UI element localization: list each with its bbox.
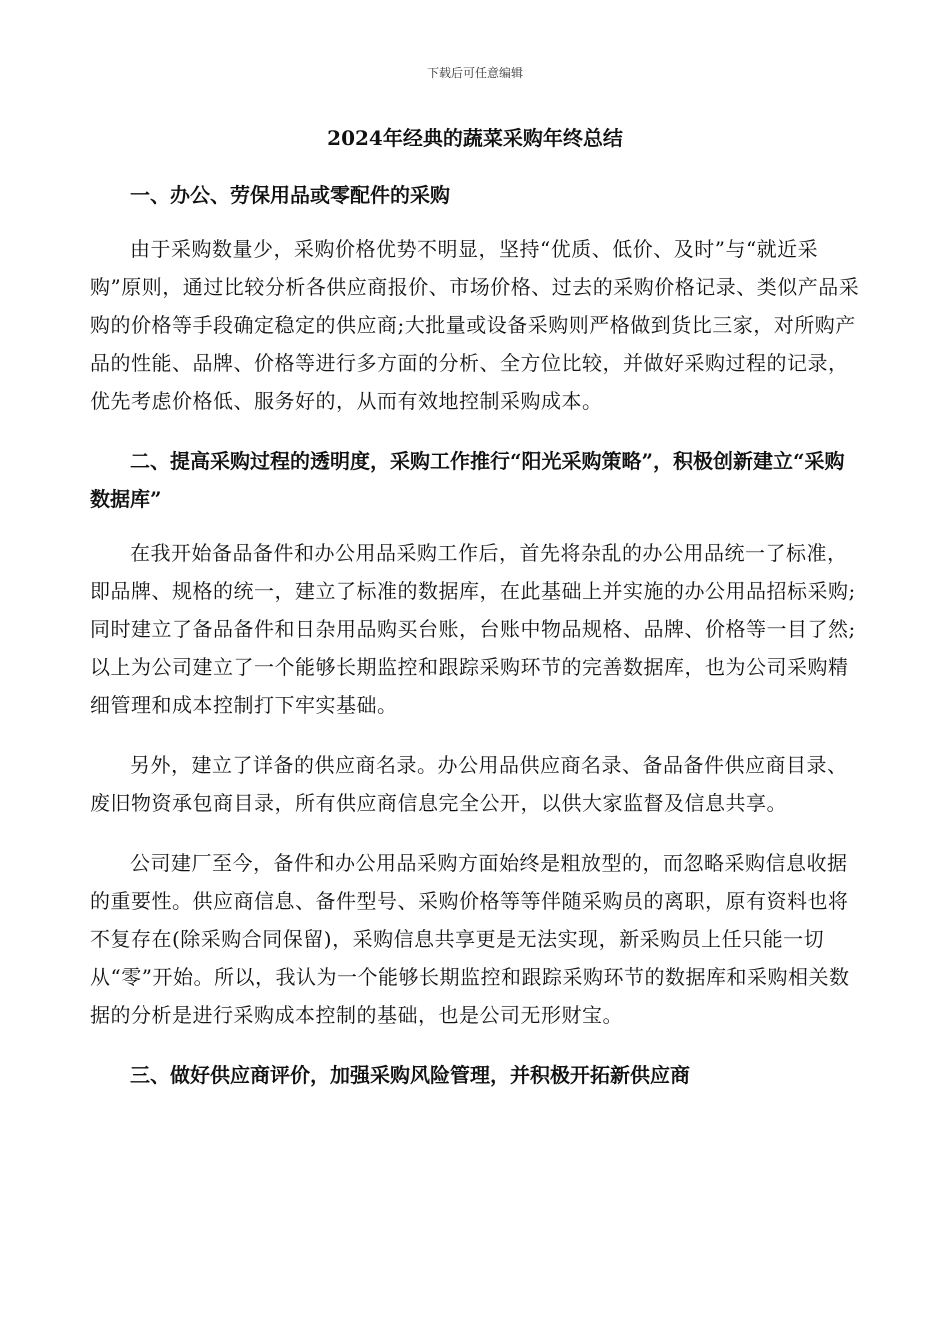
section-heading-2: 二、提高采购过程的透明度，采购工作推行“阳光采购策略”，积极创新建立“采购数据库” [90,449,845,511]
section-heading-1: 一、办公、劳保用品或零配件的采购 [130,183,450,207]
section-heading-3: 三、做好供应商评价，加强采购风险管理，并积极开拓新供应商 [130,1063,690,1087]
section-1-paragraph-1: 由于采购数量少，采购价格优势不明显，坚持“优质、低价、及时”与“就近采购”原则，通过比较分析各供应商报价、市场价格、过去的采购价格记录、类似产品采购的价格等手段确定稳定的供应商;大批量或设备采购则严格做到货比三家，对所购产品的性能、品牌、价格等进行多方面的分析、全方位比较，并做好采购过程的记录，优先考虑价格低、服务好的，从而有效地控制采购成本。 [90,237,860,413]
section-2-paragraph-3: 公司建厂至今，备件和办公用品采购方面始终是粗放型的，而忽略采购信息收据的重要性。供应商信息、备件型号、采购价格等等伴随采购员的离职，原有资料也将不复存在(除采购合同保留)，采购信息共享更是无法实现，新采购员上任只能一切从“零”开始。所以，我认为一个能够长期监控和跟踪采购环节的数据库和采购相关数据的分析是进行采购成本控制的基础，也是公司无形财宝。 [90,851,850,1027]
section-2-paragraph-2: 另外，建立了详备的供应商名录。办公用品供应商名录、备品备件供应商目录、废旧物资承包商目录，所有供应商信息完全公开，以供大家监督及信息共享。 [90,753,848,815]
document-body [90,176,860,1094]
header-note: 下载后可任意编辑 [426,66,523,80]
section-2-paragraph-1: 在我开始备品备件和办公用品采购工作后，首先将杂乱的办公用品统一了标准，即品牌、规格的统一，建立了标准的数据库，在此基础上并实施的办公用品招标采购;同时建立了备品备件和日杂用品购买台账，台账中物品规格、品牌、价格等一目了然;以上为公司建立了一个能够长期监控和跟踪采购环节的完善数据库，也为公司采购精细管理和成本控制打下牢实基础。 [90,541,856,717]
document-title: 2024年经典的蔬菜采购年终总结 [327,126,623,150]
